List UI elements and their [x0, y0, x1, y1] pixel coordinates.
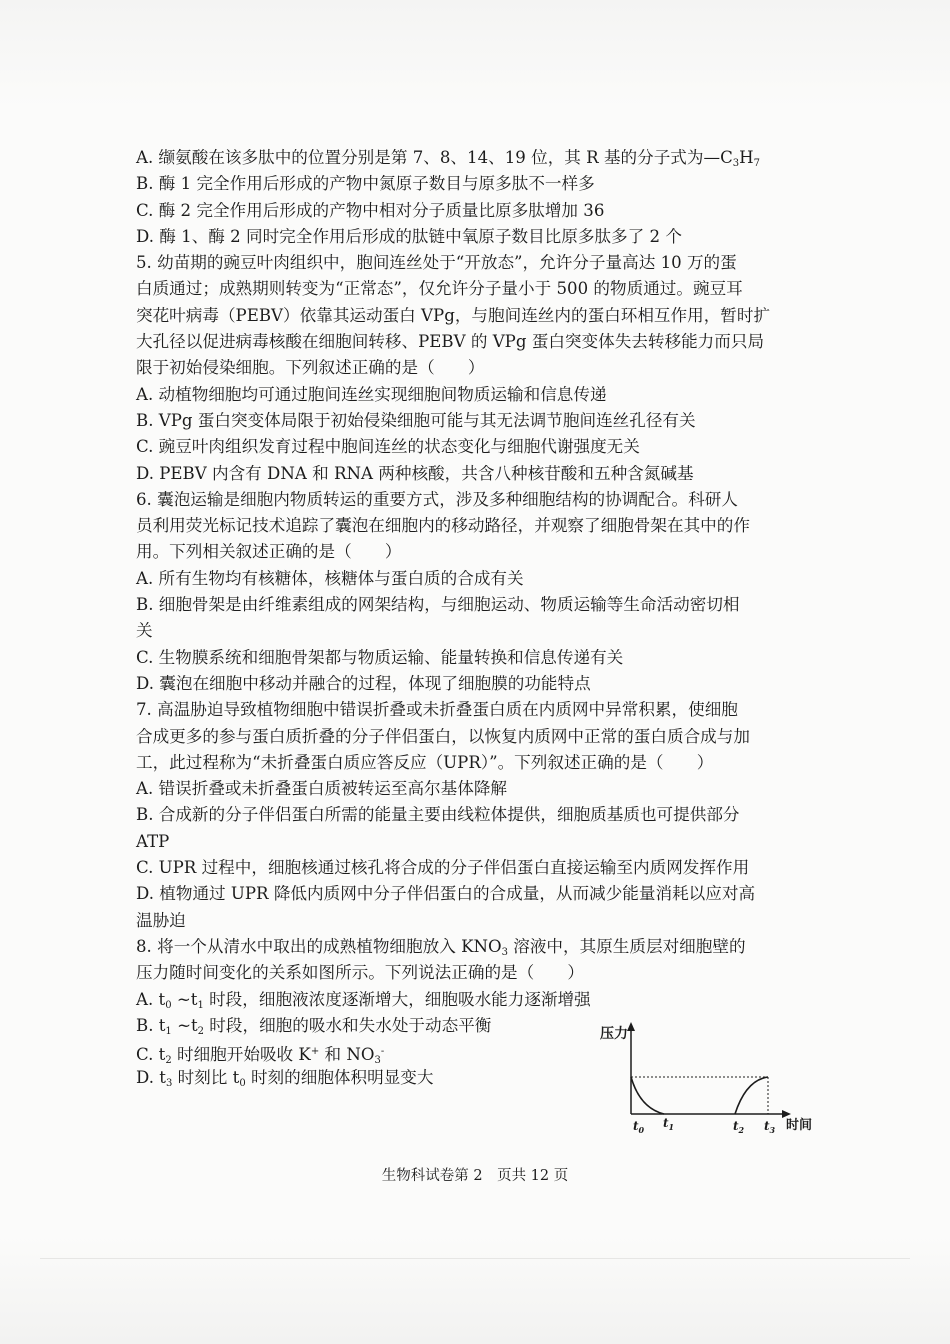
q8-stem-line [136, 934, 816, 960]
t3-label: $t_3$ [764, 1119, 776, 1135]
q4-option-a [136, 145, 816, 171]
option-text: 时细胞开始吸收 K [171, 1045, 311, 1065]
q4-option-d: D. 酶 1、酶 2 同时完全作用后形成的肽链中氧原子数目比原多肽多了 2 个 [136, 226, 682, 246]
q6-stem-line: 6. 囊泡运输是细胞内物质转运的重要方式，涉及多种细胞结构的协调配合。科研人 [136, 489, 738, 509]
q8-stem-text: 8. 将一个从清水中取出的成熟植物细胞放入 KNO [136, 936, 502, 956]
q5-stem-line: 突花叶病毒（PEBV）依靠其运动蛋白 VPg，与胞间连丝内的蛋白环相互作用，暂时扩 [136, 305, 771, 325]
subscript: 2 [165, 1055, 172, 1067]
q5-option-d: D. PEBV 内含有 DNA 和 RNA 两种核酸，共含八种核苷酸和五种含氮碱基 [136, 463, 694, 483]
x-axis-label: 时间 [786, 1118, 813, 1133]
q8-option-a [136, 987, 816, 1013]
subscript: 0 [239, 1078, 246, 1090]
q5-option-c: C. 豌豆叶肉组织发育过程中胞间连丝的状态变化与细胞代谢强度无关 [136, 437, 640, 457]
y-axis-arrow [627, 1022, 635, 1031]
q7-option-b: B. 合成新的分子伴侣蛋白所需的能量主要由线粒体提供，细胞质基质也可提供部分 [136, 805, 740, 825]
q4-option-b: B. 酶 1 完全作用后形成的产物中氮原子数目与原多肽不一样多 [136, 174, 595, 194]
subscript: 3 [374, 1055, 381, 1067]
option-text: 时段，细胞液浓度逐渐增大，细胞吸水能力逐渐增强 [203, 989, 591, 1009]
q7-option-c: C. UPR 过程中，细胞核通过核孔将合成的分子伴侣蛋白直接运输至内质网发挥作用 [136, 858, 750, 878]
q8-stem-text: 溶液中，其原生质层对细胞壁的 [507, 936, 746, 956]
option-text: 时刻的细胞体积明显变大 [245, 1068, 434, 1088]
exam-page-content [136, 145, 816, 1092]
q4-option-c: C. 酶 2 完全作用后形成的产物中相对分子质量比原多肽增加 36 [136, 200, 605, 220]
x-axis-arrow [782, 1110, 791, 1118]
q5-option-b: B. VPg 蛋白突变体局限于初始侵染细胞可能与其无法调节胞间连丝孔径有关 [136, 410, 696, 430]
option-text: D. t [136, 1068, 166, 1088]
subscript: 7 [753, 158, 761, 169]
q7-option-a: A. 错误折叠或未折叠蛋白质被转运至高尔基体降解 [136, 779, 508, 799]
q7-option-b-cont: ATP [136, 831, 170, 851]
q7-stem-line: 7. 高温胁迫导致植物细胞中错误折叠或未折叠蛋白质在内质网中异常积累，使细胞 [136, 700, 738, 720]
q5-option-a: A. 动植物细胞均可通过胞间连丝实现细胞间物质运输和信息传递 [136, 384, 607, 404]
option-text: 时刻比 t [172, 1068, 240, 1088]
page-footer: 生物科试卷第 2 页共 12 页 [381, 1168, 569, 1184]
q8-stem-line: 压力随时间变化的关系如图所示。下列说法正确的是（ ） [136, 963, 585, 983]
q7-option-d-cont: 温胁迫 [136, 910, 186, 930]
superscript: + [310, 1046, 320, 1058]
q5-stem-line: 大孔径以促进病毒核酸在细胞间转移、PEBV 的 VPg 蛋白突变体失去转移能力而只局 [136, 332, 765, 352]
q6-option-a: A. 所有生物均有核糖体，核糖体与蛋白质的合成有关 [136, 568, 524, 588]
subscript: 0 [165, 999, 172, 1011]
q4-option-a-text: A. 缬氨酸在该多肽中的位置分别是第 7、8、14、19 位，其 R 基的分子式为—C [136, 148, 733, 167]
graph-svg [596, 1018, 826, 1136]
q7-stem-line: 合成更多的参与蛋白质折叠的分子伴侣蛋白，以恢复内质网中正常的蛋白质合成与加 [136, 726, 750, 746]
subscript: 1 [165, 1025, 172, 1037]
q5-stem-line: 5. 幼苗期的豌豆叶肉组织中，胞间连丝处于“开放态”，允许分子量高达 10 万的蛋 [136, 253, 737, 273]
q6-stem-line: 员利用荧光标记技术追踪了囊泡在细胞内的移动路径，并观察了细胞骨架在其中的作 [136, 516, 750, 536]
superscript: - [380, 1046, 385, 1058]
q6-option-c: C. 生物膜系统和细胞骨架都与物质运输、能量转换和信息传递有关 [136, 647, 624, 667]
q6-option-b: B. 细胞骨架是由纤维素组成的网架结构，与细胞运动、物质运输等生命活动密切相 [136, 595, 740, 615]
subscript: 1 [197, 999, 204, 1011]
q6-option-b-cont: 关 [136, 621, 153, 641]
option-text: B. t [136, 1015, 166, 1035]
page-bottom-edge [40, 1258, 910, 1259]
subscript: 2 [197, 1025, 205, 1037]
pressure-time-graph [596, 1018, 826, 1136]
subscript: 3 [501, 946, 508, 958]
option-text: 时段，细胞的吸水和失水处于动态平衡 [204, 1015, 492, 1035]
option-text: A. t [136, 989, 166, 1009]
curve-decrease [631, 1077, 664, 1114]
option-text: ~t [171, 989, 198, 1009]
q5-stem-line: 限于初始侵染细胞。下列叙述正确的是（ ） [136, 358, 485, 378]
t2-label: $t_2$ [733, 1119, 745, 1135]
option-text: 和 NO [319, 1045, 375, 1065]
t1-label: $t_1$ [663, 1116, 675, 1132]
q6-stem-line: 用。下列相关叙述正确的是（ ） [136, 542, 402, 562]
y-axis-label: 压力 [600, 1026, 628, 1042]
q7-option-d: D. 植物通过 UPR 降低内质网中分子伴侣蛋白的合成量，从而减少能量消耗以应对高 [136, 884, 756, 904]
q6-option-d: D. 囊泡在细胞中移动并融合的过程，体现了细胞膜的功能特点 [136, 673, 591, 693]
t0-label: $t_0$ [633, 1119, 645, 1135]
subscript: 3 [732, 158, 740, 169]
q4-option-a-h: H [739, 148, 754, 167]
q5-stem-line: 白质通过；成熟期则转变为“正常态”，仅允许分子量小于 500 的物质通过。豌豆耳 [136, 279, 743, 299]
q7-stem-line: 工，此过程称为“未折叠蛋白质应答反应（UPR）”。下列叙述正确的是（ ） [136, 752, 714, 772]
subscript: 3 [165, 1078, 173, 1090]
option-text: ~t [171, 1015, 198, 1035]
curve-increase [735, 1077, 768, 1114]
option-text: C. t [136, 1045, 166, 1065]
